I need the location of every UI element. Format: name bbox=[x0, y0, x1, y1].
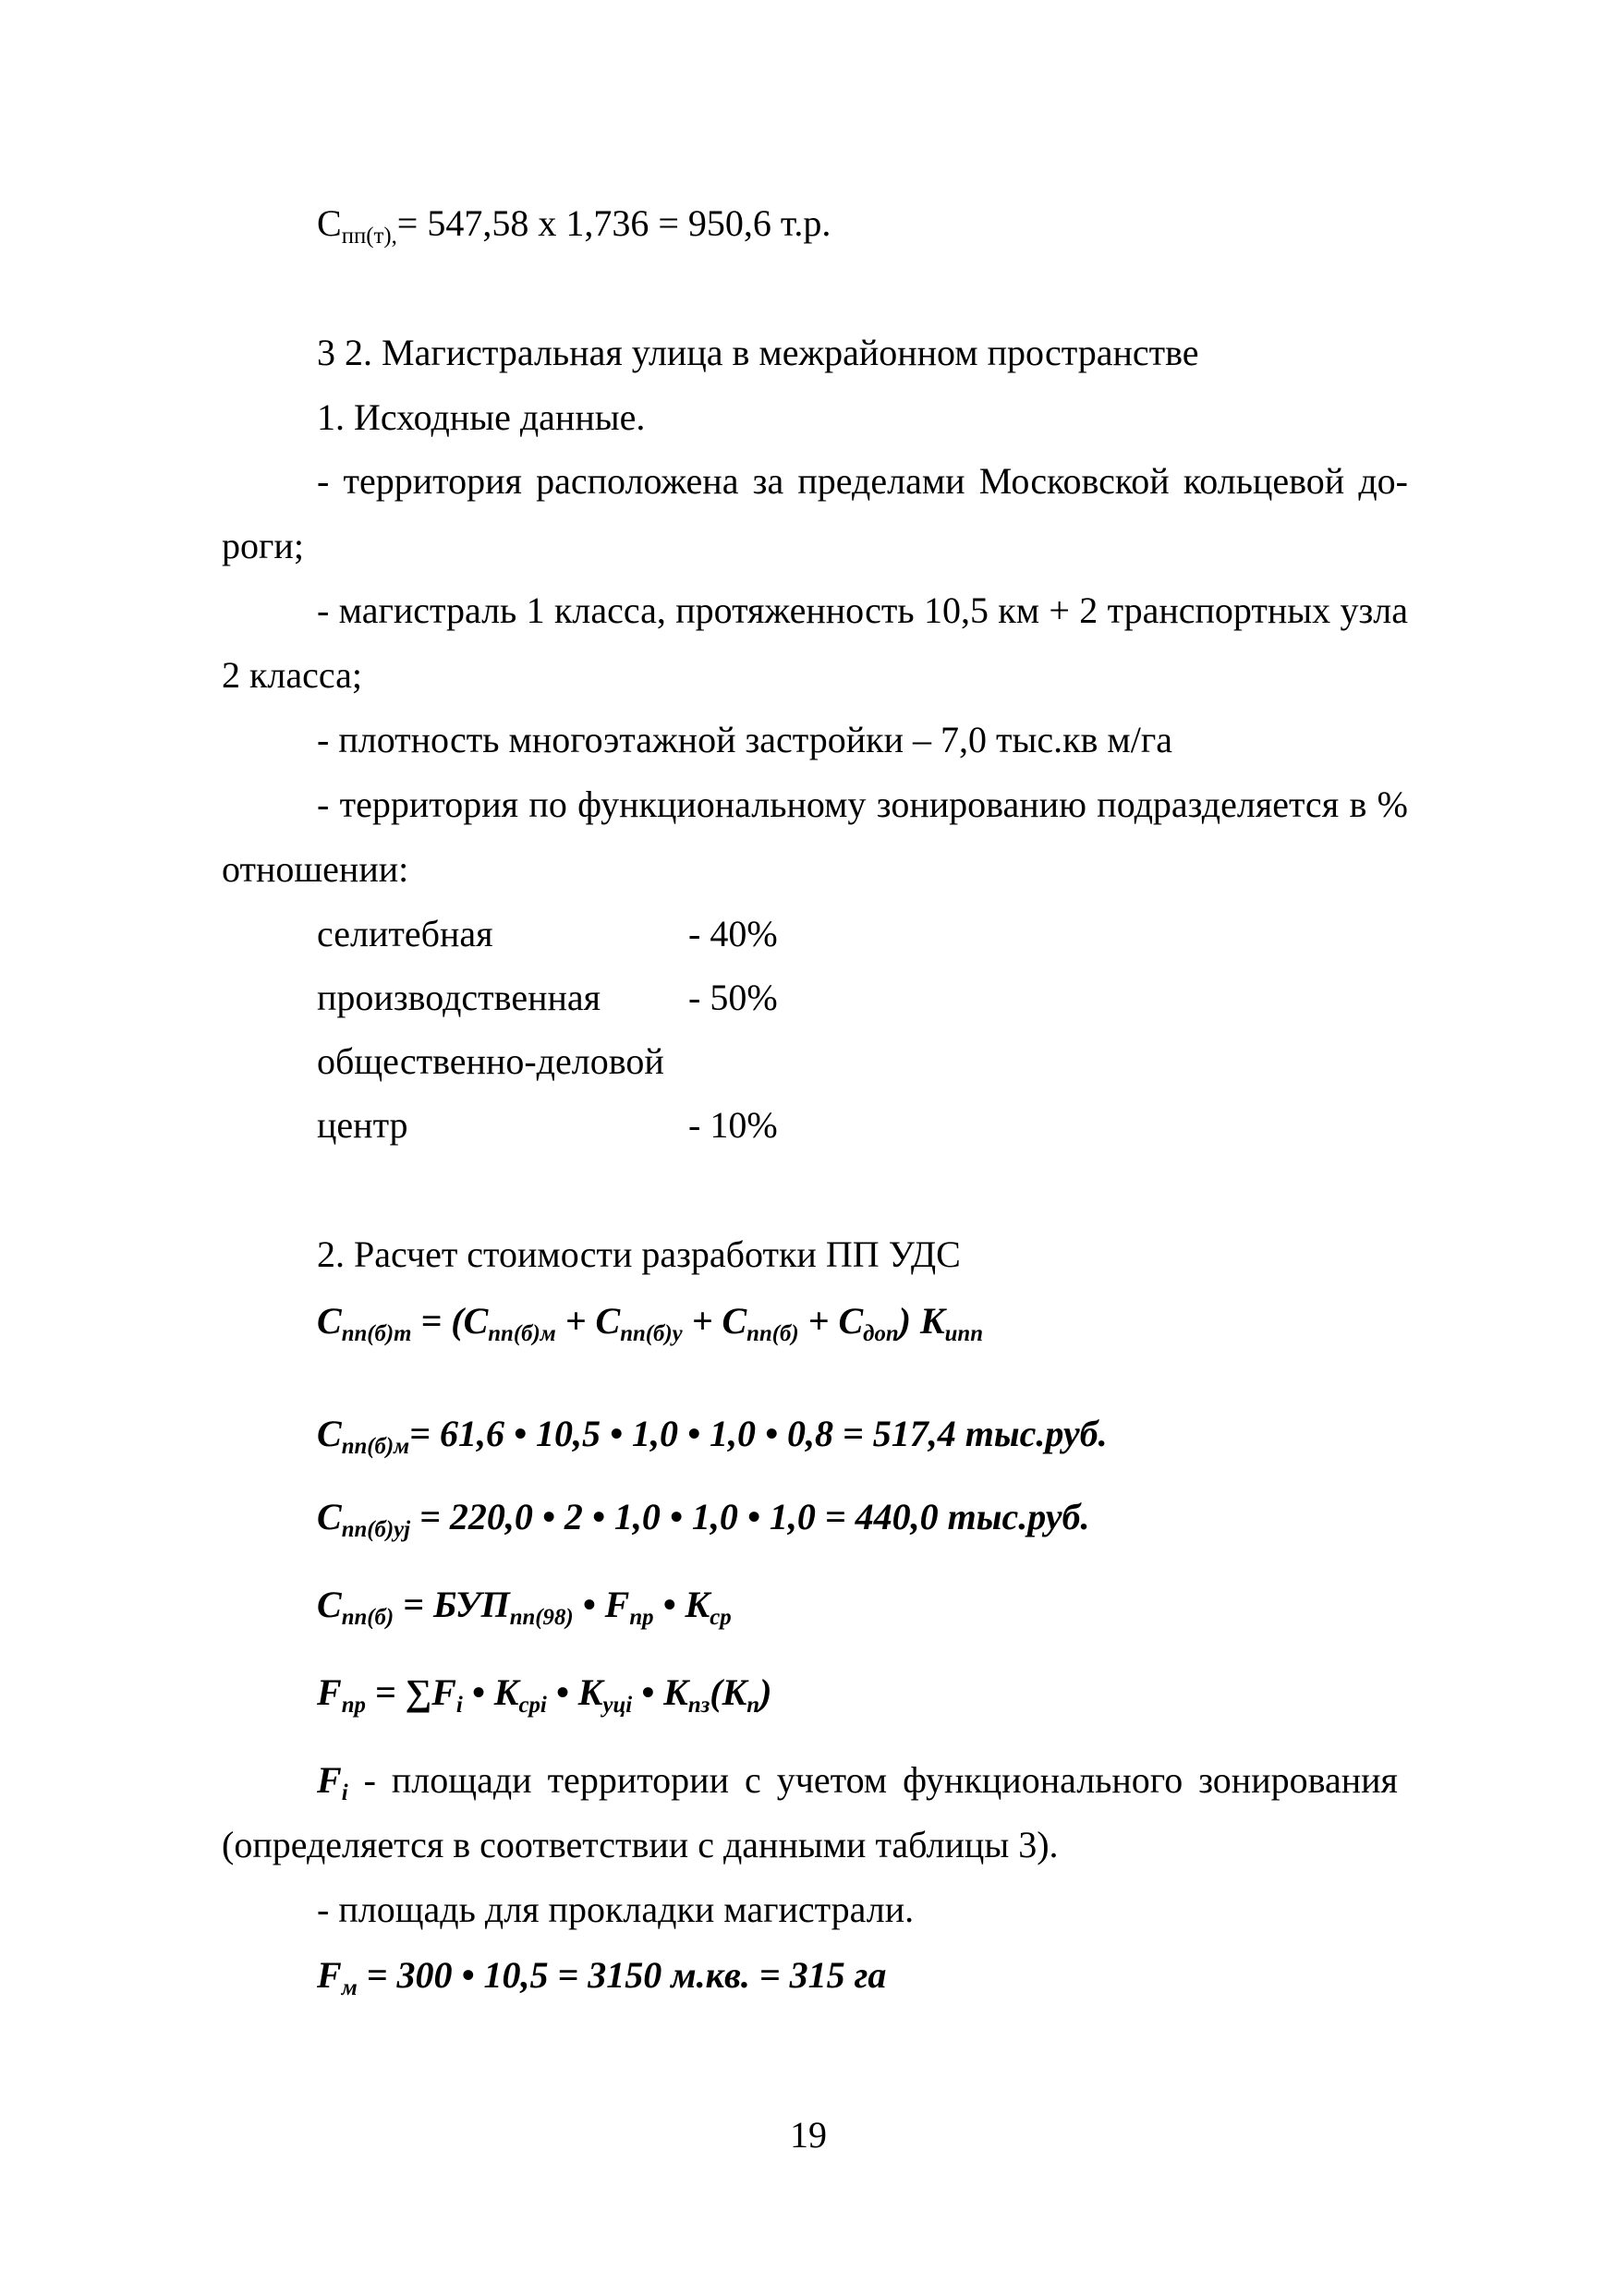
fi-symbol: $F_i$ bbox=[317, 1759, 348, 1805]
formula-highway-cost: $С_{пп(б)м}= 61,6$ • 10,5 • 1,0 • 1,0 • 0,8 = 517,4 тыс.руб. bbox=[317, 1413, 1108, 1459]
zone-industrial-value: - 50% bbox=[688, 977, 778, 1018]
section-heading: 3 2. Магистральная улица в межрайонном пространстве bbox=[317, 332, 1199, 373]
bullet-territory-line2: роги; bbox=[222, 525, 304, 566]
fi-definition-line1 bbox=[317, 1758, 1408, 1803]
fi-definition-line2: (определяется в соответствии с данными таблицы 3). bbox=[222, 1824, 1059, 1865]
zone-residential-label: селитебная bbox=[317, 913, 493, 954]
formula-reduced-area: $F_{пр} = \sum F_i$ • $K_{срi}$ • $K_{уцi}$ • $K_{пз}(K_п)$ bbox=[317, 1671, 772, 1718]
fi-text: - площади территории с учетом функционального зонирования bbox=[347, 1759, 1398, 1801]
formula-main: $С_{пп(б)т} = (С_{пп(б)м} + С_{пп(б)у} + С_{пп(б)} + С_{доп})$ $K_{ипп}$ bbox=[317, 1300, 984, 1346]
zone-business-label-line2: центр bbox=[317, 1104, 408, 1146]
calc-heading: 2. Расчет стоимости разработки ПП УДС bbox=[317, 1233, 961, 1275]
zone-residential-value: - 40% bbox=[688, 913, 778, 954]
bullet-zoning-line2: отношении: bbox=[222, 848, 409, 890]
bullet-territory-line1: - территория расположена за пределами Московской кольцевой до- bbox=[317, 460, 1408, 502]
area-note: - площадь для прокладки магистрали. bbox=[317, 1889, 915, 1930]
bullet-highway-line1: - магистраль 1 класса, протяженность 10,5 км + 2 транспортных узла bbox=[317, 589, 1408, 631]
formula-cpp-t: $C_{пп(т),}= 547,58$ х 1,736 = 950,6 т.р. bbox=[317, 202, 831, 249]
zone-industrial-label: производственная bbox=[317, 977, 601, 1018]
formula-highway-area: $F_м = 300$ • 10,5 = 3150 м.кв. = 315 га bbox=[317, 1954, 887, 2000]
page-number: 19 bbox=[790, 2114, 827, 2156]
bullet-density: - плотность многоэтажной застройки – 7,0 тыс.кв м/га bbox=[317, 719, 1173, 760]
bullet-highway-line2: 2 класса; bbox=[222, 654, 363, 696]
initial-data-heading: 1. Исходные данные. bbox=[317, 396, 646, 438]
zone-business-label-line1: общественно-деловой bbox=[317, 1040, 664, 1082]
zone-business-value: - 10% bbox=[688, 1104, 778, 1146]
formula-junction-cost: $С_{пп(б)уj} = 220,0$ • 2 • 1,0 • 1,0 • 1,0 = 440,0 тыс.руб. bbox=[317, 1496, 1090, 1542]
formula-base-cost: $С_{пп(б)} = БУП_{пп(98)}$ • $F_{пр}$ • $K_{ср}$ bbox=[317, 1584, 732, 1630]
bullet-zoning-line1: - территория по функциональному зонированию подразделяется в % bbox=[317, 784, 1408, 825]
